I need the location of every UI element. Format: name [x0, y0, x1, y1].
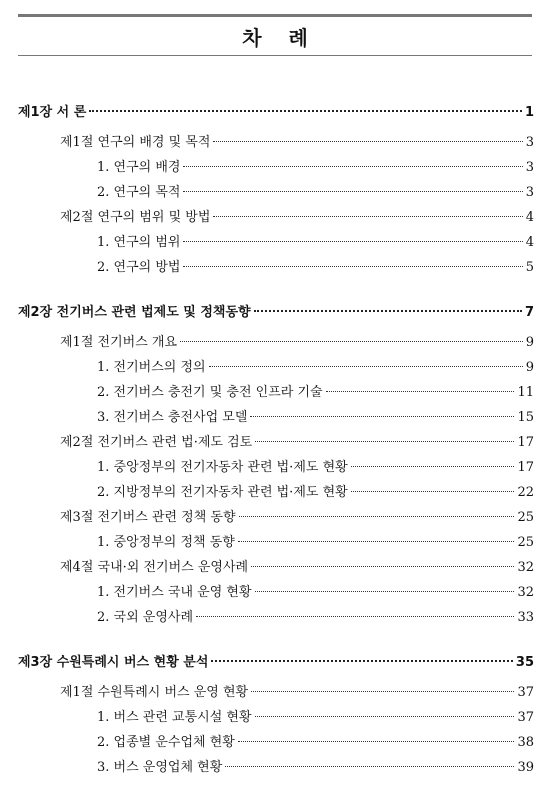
toc-entry-label: 2. 연구의 목적: [97, 185, 181, 200]
toc-section-2-3[interactable]: [60, 506, 534, 525]
toc-page-number: 15: [517, 410, 534, 425]
toc-page-number: 9: [525, 360, 534, 375]
toc-section-3-1[interactable]: [60, 681, 534, 700]
toc-page-number: 32: [517, 585, 534, 600]
toc-item-1-1-2[interactable]: [97, 181, 534, 200]
toc-page-number: 39: [517, 760, 534, 775]
toc-item-2-2-2[interactable]: [97, 481, 534, 500]
toc-entry-label: 제3장 수원특례시 버스 현황 분석: [18, 655, 209, 670]
toc-chapter-1[interactable]: [18, 101, 534, 120]
toc-item-2-1-2[interactable]: [97, 381, 534, 400]
toc-item-1-1-1[interactable]: [97, 156, 534, 175]
toc-page-number: 37: [517, 710, 534, 725]
page-title: 차 례: [242, 25, 318, 50]
toc-page-number: 3: [525, 185, 534, 200]
toc-page-number: 35: [515, 655, 534, 670]
toc-entry-label: 제2절 연구의 범위 및 방법: [60, 210, 211, 225]
toc-entry-label: 제1절 연구의 배경 및 목적: [60, 135, 211, 150]
toc-page-number: 37: [517, 685, 534, 700]
toc-page-number: 17: [517, 460, 534, 475]
toc-item-3-1-2[interactable]: [97, 731, 534, 750]
toc-section-1-2[interactable]: [60, 206, 534, 225]
toc-page-number: 9: [525, 335, 534, 350]
dot-leader: [251, 691, 514, 692]
toc-item-2-1-1[interactable]: [97, 356, 534, 375]
toc-item-3-1-3[interactable]: [97, 756, 534, 775]
toc-item-1-2-2[interactable]: [97, 256, 534, 275]
dot-leader: [213, 216, 522, 217]
dot-leader: [351, 466, 515, 467]
toc-chapter-2[interactable]: [18, 301, 534, 320]
toc-page-number: 22: [517, 485, 534, 500]
toc-entry-label: 1. 연구의 범위: [97, 235, 181, 250]
dot-leader: [89, 110, 522, 112]
toc-page-number: 25: [517, 510, 534, 525]
toc-section-2-1[interactable]: [60, 331, 534, 350]
toc-section-1-1[interactable]: [60, 131, 534, 150]
toc-entry-label: 2. 연구의 방법: [97, 260, 181, 275]
toc-entry-label: 1. 중앙정부의 정책 동향: [97, 535, 235, 550]
toc-entry-label: 3. 버스 운영업체 현황: [97, 760, 223, 775]
dot-leader: [254, 310, 522, 312]
dot-leader: [213, 141, 522, 142]
toc-section-2-4[interactable]: [60, 556, 534, 575]
toc-entry-label: 1. 중앙정부의 전기자동차 관련 법·제도 현황: [97, 460, 348, 475]
dot-leader: [250, 416, 514, 417]
toc-section-2-2[interactable]: [60, 431, 534, 450]
toc-page-number: 25: [517, 535, 534, 550]
toc-item-2-2-1[interactable]: [97, 456, 534, 475]
toc-item-2-4-2[interactable]: [97, 606, 534, 625]
toc-entry-label: 2. 국외 운영사례: [97, 610, 194, 625]
toc-item-2-1-3[interactable]: [97, 406, 534, 425]
dot-leader: [209, 366, 523, 367]
toc-entry-label: 제2절 전기버스 관련 법·제도 검토: [60, 435, 253, 450]
dot-leader: [211, 660, 513, 662]
toc-item-3-1-1[interactable]: [97, 706, 534, 725]
toc-entry-label: 2. 업종별 운수업체 현황: [97, 735, 235, 750]
dot-leader: [239, 516, 515, 517]
dot-leader: [183, 241, 522, 242]
dot-leader: [238, 741, 515, 742]
toc-entry-label: 3. 전기버스 충전사업 모델: [97, 410, 248, 425]
dot-leader: [255, 716, 515, 717]
toc-entry-label: 제3절 전기버스 관련 정책 동향: [60, 510, 236, 525]
dot-leader: [196, 616, 514, 617]
toc-chapter-3[interactable]: [18, 651, 534, 670]
toc-page-number: 7: [524, 305, 534, 320]
dot-leader: [183, 191, 522, 192]
toc-page-number: 5: [525, 260, 534, 275]
dot-leader: [251, 566, 514, 567]
toc-page-number: 38: [517, 735, 534, 750]
toc-entry-label: 1. 전기버스의 정의: [97, 360, 206, 375]
toc-page-number: 1: [524, 105, 534, 120]
toc-item-1-2-1[interactable]: [97, 231, 534, 250]
dot-leader: [183, 266, 522, 267]
toc-page-number: 3: [525, 135, 534, 150]
dot-leader: [225, 766, 514, 767]
dot-leader: [180, 341, 523, 342]
dot-leader: [238, 541, 515, 542]
toc-entry-label: 2. 지방정부의 전기자동차 관련 법·제도 현황: [97, 485, 348, 500]
toc-page-number: 11: [517, 385, 534, 400]
toc-entry-label: 2. 전기버스 충전기 및 충전 인프라 기술: [97, 385, 323, 400]
dot-leader: [255, 591, 515, 592]
toc-entry-label: 1. 전기버스 국내 운영 현황: [97, 585, 252, 600]
toc-title-block: [18, 14, 532, 56]
toc-entry-label: 1. 연구의 배경: [97, 160, 181, 175]
toc-item-2-4-1[interactable]: [97, 581, 534, 600]
toc-entry-label: 제1장 서 론: [18, 105, 87, 120]
toc-entry-label: 제2장 전기버스 관련 법제도 및 정책동향: [18, 305, 251, 320]
toc-entry-label: 1. 버스 관련 교통시설 현황: [97, 710, 252, 725]
toc-page-number: 3: [525, 160, 534, 175]
dot-leader: [326, 391, 515, 392]
toc-entry-label: 제4절 국내·외 전기버스 운영사례: [60, 560, 249, 575]
dot-leader: [351, 491, 515, 492]
toc-page-number: 17: [517, 435, 534, 450]
toc-entry-label: 제1절 전기버스 개요: [60, 335, 177, 350]
toc-page-number: 32: [517, 560, 534, 575]
dot-leader: [255, 441, 514, 442]
toc-page-number: 4: [525, 235, 534, 250]
toc-page-number: 4: [525, 210, 534, 225]
toc-entry-label: 제1절 수원특례시 버스 운영 현황: [60, 685, 249, 700]
toc-page-number: 33: [517, 610, 534, 625]
dot-leader: [183, 166, 522, 167]
toc-item-2-3-1[interactable]: [97, 531, 534, 550]
